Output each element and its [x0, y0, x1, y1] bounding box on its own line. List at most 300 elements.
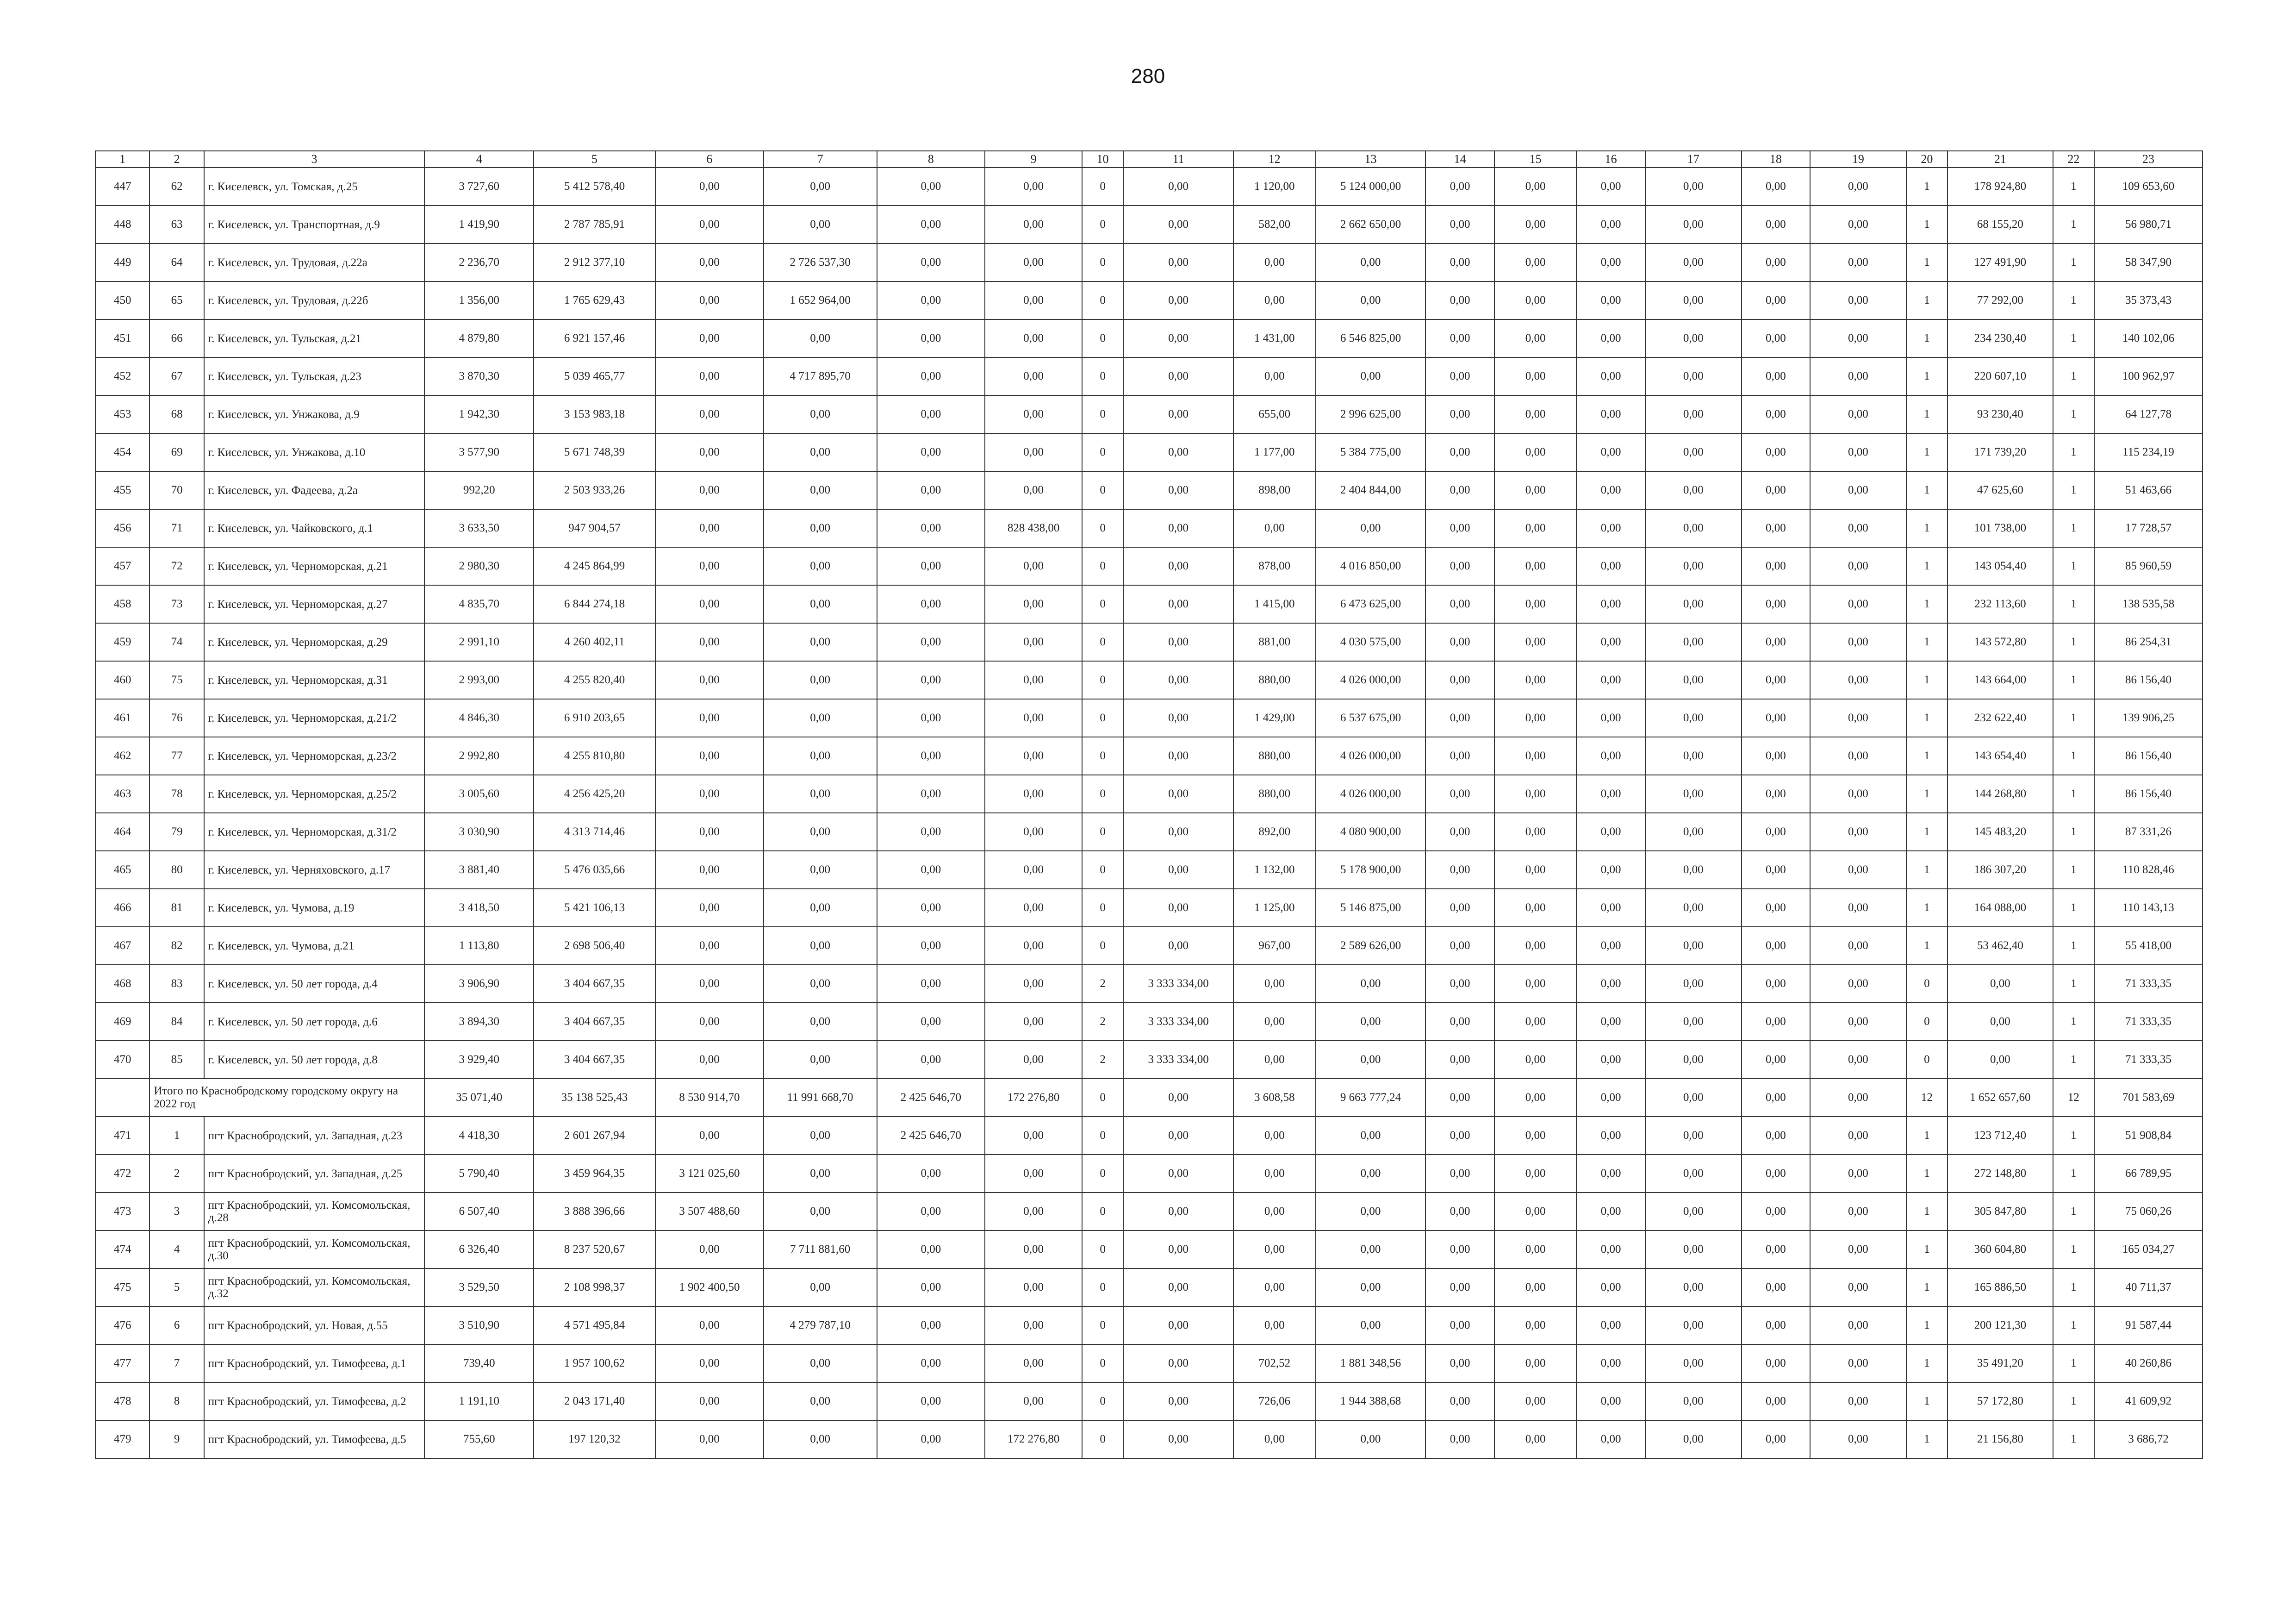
table-cell: 0,00: [985, 319, 1082, 357]
table-cell: 1: [1906, 1230, 1948, 1268]
table-cell: 0,00: [877, 585, 985, 623]
table-cell: 0,00: [1425, 927, 1494, 965]
table-cell: 1: [2053, 1306, 2094, 1344]
table-cell: 474: [95, 1230, 149, 1268]
table-cell: 992,20: [424, 471, 534, 509]
table-cell: 0: [1082, 1155, 1123, 1193]
table-cell: 0,00: [1810, 851, 1906, 889]
table-cell: 0,00: [985, 737, 1082, 775]
table-cell: 0,00: [1576, 1155, 1645, 1193]
table-cell: 0: [1082, 395, 1123, 433]
table-cell: 0,00: [1645, 244, 1742, 281]
table-cell: 2 589 626,00: [1316, 927, 1426, 965]
table-cell: 0,00: [1494, 1268, 1577, 1306]
table-cell: 5 476 035,66: [534, 851, 655, 889]
table-cell: 5 178 900,00: [1316, 851, 1426, 889]
column-header: 4: [424, 151, 534, 168]
table-cell: 64 127,78: [2094, 395, 2203, 433]
table-cell: 0,00: [1810, 623, 1906, 661]
table-cell: 0: [1082, 471, 1123, 509]
table-cell: 0,00: [1425, 585, 1494, 623]
table-cell: 460: [95, 661, 149, 699]
address-cell: пгт Краснобродский, ул. Новая, д.55: [204, 1306, 425, 1344]
table-cell: 0,00: [1810, 395, 1906, 433]
table-cell: 1: [1906, 244, 1948, 281]
table-cell: 702,52: [1233, 1344, 1316, 1382]
table-cell: 143 572,80: [1948, 623, 2053, 661]
table-cell: 1: [2053, 244, 2094, 281]
table-cell: 164 088,00: [1948, 889, 2053, 927]
table-cell: 2 236,70: [424, 244, 534, 281]
column-header: 22: [2053, 151, 2094, 168]
total-row: [95, 1079, 2203, 1117]
table-cell: 452: [95, 357, 149, 395]
table-cell: 110 828,46: [2094, 851, 2203, 889]
table-cell: 0,00: [1494, 889, 1577, 927]
table-row: [95, 851, 2203, 889]
table-cell: 1: [1906, 433, 1948, 471]
table-cell: 3 459 964,35: [534, 1155, 655, 1193]
table-row: [95, 1230, 2203, 1268]
table-cell: 0: [1082, 1344, 1123, 1382]
table-cell: 0,00: [1645, 585, 1742, 623]
column-header: 7: [764, 151, 877, 168]
table-cell: 0,00: [1316, 1420, 1426, 1458]
table-cell: 881,00: [1233, 623, 1316, 661]
table-cell: 0,00: [1494, 813, 1577, 851]
table-cell: 0,00: [764, 1382, 877, 1420]
column-header: 3: [204, 151, 425, 168]
table-cell: 6 921 157,46: [534, 319, 655, 357]
table-cell: 4 846,30: [424, 699, 534, 737]
table-cell: 0,00: [985, 471, 1082, 509]
table-cell: 7 711 881,60: [764, 1230, 877, 1268]
table-cell: 0,00: [1810, 244, 1906, 281]
table-cell: 1: [2053, 699, 2094, 737]
table-cell: 9 663 777,24: [1316, 1079, 1426, 1117]
table-cell: 1: [1906, 623, 1948, 661]
table-cell: 0,00: [1425, 206, 1494, 244]
address-cell: г. Киселевск, ул. Унжакова, д.9: [204, 395, 425, 433]
table-cell: 0,00: [1233, 1193, 1316, 1230]
table-cell: 0,00: [655, 965, 764, 1003]
table-cell: 0,00: [655, 1003, 764, 1041]
address-cell: пгт Краснобродский, ул. Тимофеева, д.1: [204, 1344, 425, 1382]
table-cell: 0,00: [1742, 1420, 1810, 1458]
table-cell: 451: [95, 319, 149, 357]
table-cell: 0,00: [1425, 1041, 1494, 1079]
table-cell: 1: [2053, 585, 2094, 623]
table-cell: 454: [95, 433, 149, 471]
table-cell: 1: [2053, 281, 2094, 319]
table-cell: 0,00: [655, 281, 764, 319]
table-cell: 0,00: [764, 547, 877, 585]
table-cell: 4 255 810,80: [534, 737, 655, 775]
table-cell: 0,00: [1233, 357, 1316, 395]
table-cell: 78: [149, 775, 204, 813]
table-cell: 0: [1082, 889, 1123, 927]
table-row: [95, 1003, 2203, 1041]
table-row: [95, 547, 2203, 585]
table-cell: 0,00: [877, 1306, 985, 1344]
table-cell: 62: [149, 168, 204, 206]
table-row: [95, 1268, 2203, 1306]
table-cell: 0,00: [1576, 965, 1645, 1003]
table-cell: 0,00: [1123, 1079, 1233, 1117]
table-cell: 4 255 820,40: [534, 661, 655, 699]
table-cell: 0,00: [877, 851, 985, 889]
column-header: 8: [877, 151, 985, 168]
table-cell: 3: [149, 1193, 204, 1230]
table-cell: 79: [149, 813, 204, 851]
table-cell: 0,00: [877, 244, 985, 281]
table-cell: 0,00: [1742, 357, 1810, 395]
table-cell: 0,00: [1425, 1420, 1494, 1458]
table-cell: 0,00: [985, 699, 1082, 737]
table-cell: 200 121,30: [1948, 1306, 2053, 1344]
table-cell: 0,00: [985, 433, 1082, 471]
table-cell: 0,00: [1576, 1117, 1645, 1155]
table-cell: 0,00: [1316, 965, 1426, 1003]
table-cell: 1: [2053, 1382, 2094, 1420]
table-cell: 71 333,35: [2094, 965, 2203, 1003]
table-cell: 0,00: [1233, 244, 1316, 281]
table-cell: 0,00: [1742, 1079, 1810, 1117]
table-cell: 1: [2053, 661, 2094, 699]
table-cell: 726,06: [1233, 1382, 1316, 1420]
table-cell: 1: [1906, 1344, 1948, 1382]
table-cell: 0,00: [877, 357, 985, 395]
table-cell: 1: [1906, 395, 1948, 433]
table-cell: 1 431,00: [1233, 319, 1316, 357]
table-cell: 0,00: [1645, 1193, 1742, 1230]
table-cell: 1: [1906, 1268, 1948, 1306]
table-cell: 51 463,66: [2094, 471, 2203, 509]
table-cell: 479: [95, 1420, 149, 1458]
table-cell: 8: [149, 1382, 204, 1420]
table-cell: 0,00: [1425, 509, 1494, 547]
table-cell: 0,00: [1810, 1268, 1906, 1306]
table-cell: 67: [149, 357, 204, 395]
column-header: 13: [1316, 151, 1426, 168]
address-cell: г. Киселевск, ул. Черноморская, д.31: [204, 661, 425, 699]
table-cell: 0,00: [1494, 1382, 1577, 1420]
table-cell: 6 910 203,65: [534, 699, 655, 737]
table-cell: 0,00: [985, 585, 1082, 623]
table-cell: 0,00: [1233, 1041, 1316, 1079]
table-cell: 0,00: [1810, 1003, 1906, 1041]
table-cell: 5 124 000,00: [1316, 168, 1426, 206]
table-cell: 0,00: [877, 319, 985, 357]
table-cell: 110 143,13: [2094, 889, 2203, 927]
table-cell: 0,00: [1425, 471, 1494, 509]
table-cell: 1: [1906, 357, 1948, 395]
table-cell: 0,00: [1494, 1344, 1577, 1382]
table-cell: 477: [95, 1344, 149, 1382]
table-row: [95, 585, 2203, 623]
table-cell: 0,00: [1810, 699, 1906, 737]
table-cell: 0,00: [985, 395, 1082, 433]
table-row: [95, 1041, 2203, 1079]
table-cell: 0: [1082, 1268, 1123, 1306]
table-cell: 0,00: [985, 1382, 1082, 1420]
data-table: [95, 150, 2203, 1459]
address-cell: г. Киселевск, ул. Чумова, д.21: [204, 927, 425, 965]
table-cell: 68 155,20: [1948, 206, 2053, 244]
table-cell: 0,00: [1645, 1268, 1742, 1306]
table-cell: 2 108 998,37: [534, 1268, 655, 1306]
table-cell: 0,00: [1645, 1382, 1742, 1420]
table-cell: 0,00: [1425, 395, 1494, 433]
table-cell: 0,00: [985, 244, 1082, 281]
table-cell: 0,00: [1123, 281, 1233, 319]
table-cell: 0,00: [1645, 851, 1742, 889]
table-cell: 0,00: [655, 319, 764, 357]
table-cell: 0,00: [1494, 1003, 1577, 1041]
table-cell: 0,00: [1742, 1306, 1810, 1344]
address-cell: г. Киселевск, ул. Фадеева, д.2а: [204, 471, 425, 509]
table-cell: 1: [1906, 509, 1948, 547]
table-cell: 0,00: [1948, 1041, 2053, 1079]
table-cell: 35 071,40: [424, 1079, 534, 1117]
table-cell: 3 881,40: [424, 851, 534, 889]
table-cell: 3 418,50: [424, 889, 534, 927]
table-cell: 0,00: [1645, 319, 1742, 357]
table-cell: 0,00: [1494, 1420, 1577, 1458]
table-cell: 475: [95, 1268, 149, 1306]
table-cell: 0,00: [1810, 1306, 1906, 1344]
table-cell: 468: [95, 965, 149, 1003]
table-cell: 139 906,25: [2094, 699, 2203, 737]
table-cell: 1: [1906, 1306, 1948, 1344]
table-row: [95, 813, 2203, 851]
table-cell: 0,00: [1316, 1193, 1426, 1230]
table-cell: 0: [1082, 319, 1123, 357]
address-cell: г. Киселевск, ул. Тульская, д.21: [204, 319, 425, 357]
table-row: [95, 357, 2203, 395]
table-cell: 0,00: [1494, 1155, 1577, 1193]
table-cell: 828 438,00: [985, 509, 1082, 547]
table-cell: 2 425 646,70: [877, 1079, 985, 1117]
table-cell: 0,00: [655, 927, 764, 965]
table-cell: 0,00: [1810, 1193, 1906, 1230]
table-cell: 0,00: [877, 699, 985, 737]
table-cell: 0,00: [1494, 585, 1577, 623]
table-cell: 0,00: [985, 1155, 1082, 1193]
table-cell: 21 156,80: [1948, 1420, 2053, 1458]
table-cell: 1: [1906, 1382, 1948, 1420]
table-cell: 0,00: [764, 1003, 877, 1041]
table-cell: 0,00: [877, 775, 985, 813]
table-cell: 0,00: [655, 1344, 764, 1382]
table-cell: 5 421 106,13: [534, 889, 655, 927]
table-cell: 0,00: [985, 168, 1082, 206]
table-cell: 1: [2053, 623, 2094, 661]
table-cell: 3 030,90: [424, 813, 534, 851]
table-cell: 0,00: [655, 623, 764, 661]
table-cell: 11 991 668,70: [764, 1079, 877, 1117]
table-cell: 0,00: [1123, 813, 1233, 851]
table-cell: 0,00: [655, 1230, 764, 1268]
table-cell: 5 412 578,40: [534, 168, 655, 206]
table-cell: 0,00: [1316, 1268, 1426, 1306]
table-cell: 0,00: [1494, 357, 1577, 395]
table-cell: 0,00: [1494, 1079, 1577, 1117]
table-cell: 0: [1082, 1306, 1123, 1344]
table-cell: 0,00: [877, 509, 985, 547]
table-cell: 4 245 864,99: [534, 547, 655, 585]
table-cell: 1: [2053, 319, 2094, 357]
table-cell: 0,00: [1494, 1117, 1577, 1155]
table-cell: 1: [2053, 1268, 2094, 1306]
address-cell: г. Киселевск, ул. Чумова, д.19: [204, 889, 425, 927]
address-cell: г. Киселевск, ул. Черноморская, д.21/2: [204, 699, 425, 737]
total-label: Итого по Краснобродскому городскому округу на 2022 год: [149, 1079, 424, 1117]
table-cell: 86 254,31: [2094, 623, 2203, 661]
table-cell: 0,00: [1576, 889, 1645, 927]
table-cell: 0,00: [1742, 661, 1810, 699]
table-row: [95, 889, 2203, 927]
table-cell: 0,00: [1494, 699, 1577, 737]
table-cell: 457: [95, 547, 149, 585]
table-cell: 145 483,20: [1948, 813, 2053, 851]
table-cell: 5 384 775,00: [1316, 433, 1426, 471]
table-cell: 123 712,40: [1948, 1117, 2053, 1155]
table-cell: 70: [149, 471, 204, 509]
table-cell: 2 992,80: [424, 737, 534, 775]
table-cell: 0,00: [1316, 1306, 1426, 1344]
table-cell: 453: [95, 395, 149, 433]
table-cell: 0,00: [1494, 661, 1577, 699]
table-cell: 5: [149, 1268, 204, 1306]
table-cell: 0,00: [1576, 1268, 1645, 1306]
table-cell: 0,00: [1233, 509, 1316, 547]
table-cell: 0,00: [1742, 547, 1810, 585]
table-cell: 0,00: [764, 168, 877, 206]
table-cell: 2 996 625,00: [1316, 395, 1426, 433]
table-cell: 0,00: [764, 395, 877, 433]
table-cell: 0,00: [1742, 244, 1810, 281]
table-cell: 0: [1082, 585, 1123, 623]
table-cell: 6 326,40: [424, 1230, 534, 1268]
table-cell: 0,00: [1810, 1155, 1906, 1193]
table-cell: 461: [95, 699, 149, 737]
table-cell: 880,00: [1233, 737, 1316, 775]
table-row: [95, 1382, 2203, 1420]
table-cell: 0,00: [1576, 1003, 1645, 1041]
table-cell: 0,00: [1742, 585, 1810, 623]
column-header: 19: [1810, 151, 1906, 168]
table-cell: 0,00: [764, 1117, 877, 1155]
table-cell: 0,00: [764, 1041, 877, 1079]
table-cell: 0,00: [1494, 206, 1577, 244]
table-cell: 0,00: [1425, 1268, 1494, 1306]
table-cell: 0,00: [1742, 737, 1810, 775]
table-cell: 0,00: [1425, 319, 1494, 357]
table-cell: 1: [1906, 1193, 1948, 1230]
table-cell: 0,00: [1742, 281, 1810, 319]
table-cell: 0,00: [764, 509, 877, 547]
table-cell: 0,00: [1123, 1268, 1233, 1306]
table-cell: 0,00: [1742, 395, 1810, 433]
table-cell: 0,00: [1810, 813, 1906, 851]
table-cell: 0,00: [1123, 547, 1233, 585]
table-cell: 1 113,80: [424, 927, 534, 965]
table-cell: 3 121 025,60: [655, 1155, 764, 1193]
table-cell: 58 347,90: [2094, 244, 2203, 281]
table-cell: 0,00: [764, 623, 877, 661]
table-cell: 234 230,40: [1948, 319, 2053, 357]
table-cell: 7: [149, 1344, 204, 1382]
table-cell: 0,00: [1425, 623, 1494, 661]
table-cell: 0,00: [764, 206, 877, 244]
table-cell: 0,00: [1810, 547, 1906, 585]
table-cell: 0: [1082, 244, 1123, 281]
table-cell: 0,00: [1742, 168, 1810, 206]
address-cell: г. Киселевск, ул. Черняховского, д.17: [204, 851, 425, 889]
table-cell: 478: [95, 1382, 149, 1420]
table-cell: 0,00: [1123, 585, 1233, 623]
table-cell: 0,00: [1233, 1155, 1316, 1193]
table-cell: 1: [1906, 775, 1948, 813]
table-cell: 1: [2053, 1193, 2094, 1230]
table-cell: 47 625,60: [1948, 471, 2053, 509]
table-cell: 0,00: [1425, 1344, 1494, 1382]
table-cell: 0,00: [1576, 319, 1645, 357]
table-cell: 1: [2053, 509, 2094, 547]
table-cell: 0,00: [1810, 661, 1906, 699]
table-cell: 0,00: [1645, 1155, 1742, 1193]
table-cell: 0,00: [1576, 1041, 1645, 1079]
table-cell: 1: [1906, 813, 1948, 851]
table-cell: 1 881 348,56: [1316, 1344, 1426, 1382]
table-cell: 5 671 748,39: [534, 433, 655, 471]
table-cell: 0: [1082, 357, 1123, 395]
table-cell: 0,00: [655, 1041, 764, 1079]
table-cell: 0: [1082, 813, 1123, 851]
table-cell: 101 738,00: [1948, 509, 2053, 547]
table-cell: 0,00: [1316, 1117, 1426, 1155]
table-row: [95, 965, 2203, 1003]
table-cell: 4 026 000,00: [1316, 661, 1426, 699]
table-cell: 1: [2053, 471, 2094, 509]
table-cell: 0,00: [655, 244, 764, 281]
table-cell: 0,00: [985, 1230, 1082, 1268]
table-cell: 172 276,80: [985, 1420, 1082, 1458]
address-cell: пгт Краснобродский, ул. Тимофеева, д.2: [204, 1382, 425, 1420]
table-cell: 0,00: [1742, 319, 1810, 357]
table-cell: 0,00: [877, 889, 985, 927]
table-cell: 0,00: [1645, 889, 1742, 927]
table-cell: 165 886,50: [1948, 1268, 2053, 1306]
table-cell: 51 908,84: [2094, 1117, 2203, 1155]
table-cell: 0,00: [1233, 1117, 1316, 1155]
table-cell: 0,00: [877, 1344, 985, 1382]
table-cell: 3 870,30: [424, 357, 534, 395]
table-cell: 0,00: [1810, 585, 1906, 623]
table-cell: 2 698 506,40: [534, 927, 655, 965]
table-cell: 0,00: [1810, 1382, 1906, 1420]
address-cell: г. Киселевск, ул. Трудовая, д.22а: [204, 244, 425, 281]
address-cell: г. Киселевск, ул. 50 лет города, д.8: [204, 1041, 425, 1079]
table-row: [95, 319, 2203, 357]
table-cell: 0,00: [1123, 699, 1233, 737]
address-cell: пгт Краснобродский, ул. Тимофеева, д.5: [204, 1420, 425, 1458]
table-cell: 2 601 267,94: [534, 1117, 655, 1155]
table-cell: 0,00: [1742, 889, 1810, 927]
table-cell: 0,00: [1123, 357, 1233, 395]
table-cell: 1 191,10: [424, 1382, 534, 1420]
